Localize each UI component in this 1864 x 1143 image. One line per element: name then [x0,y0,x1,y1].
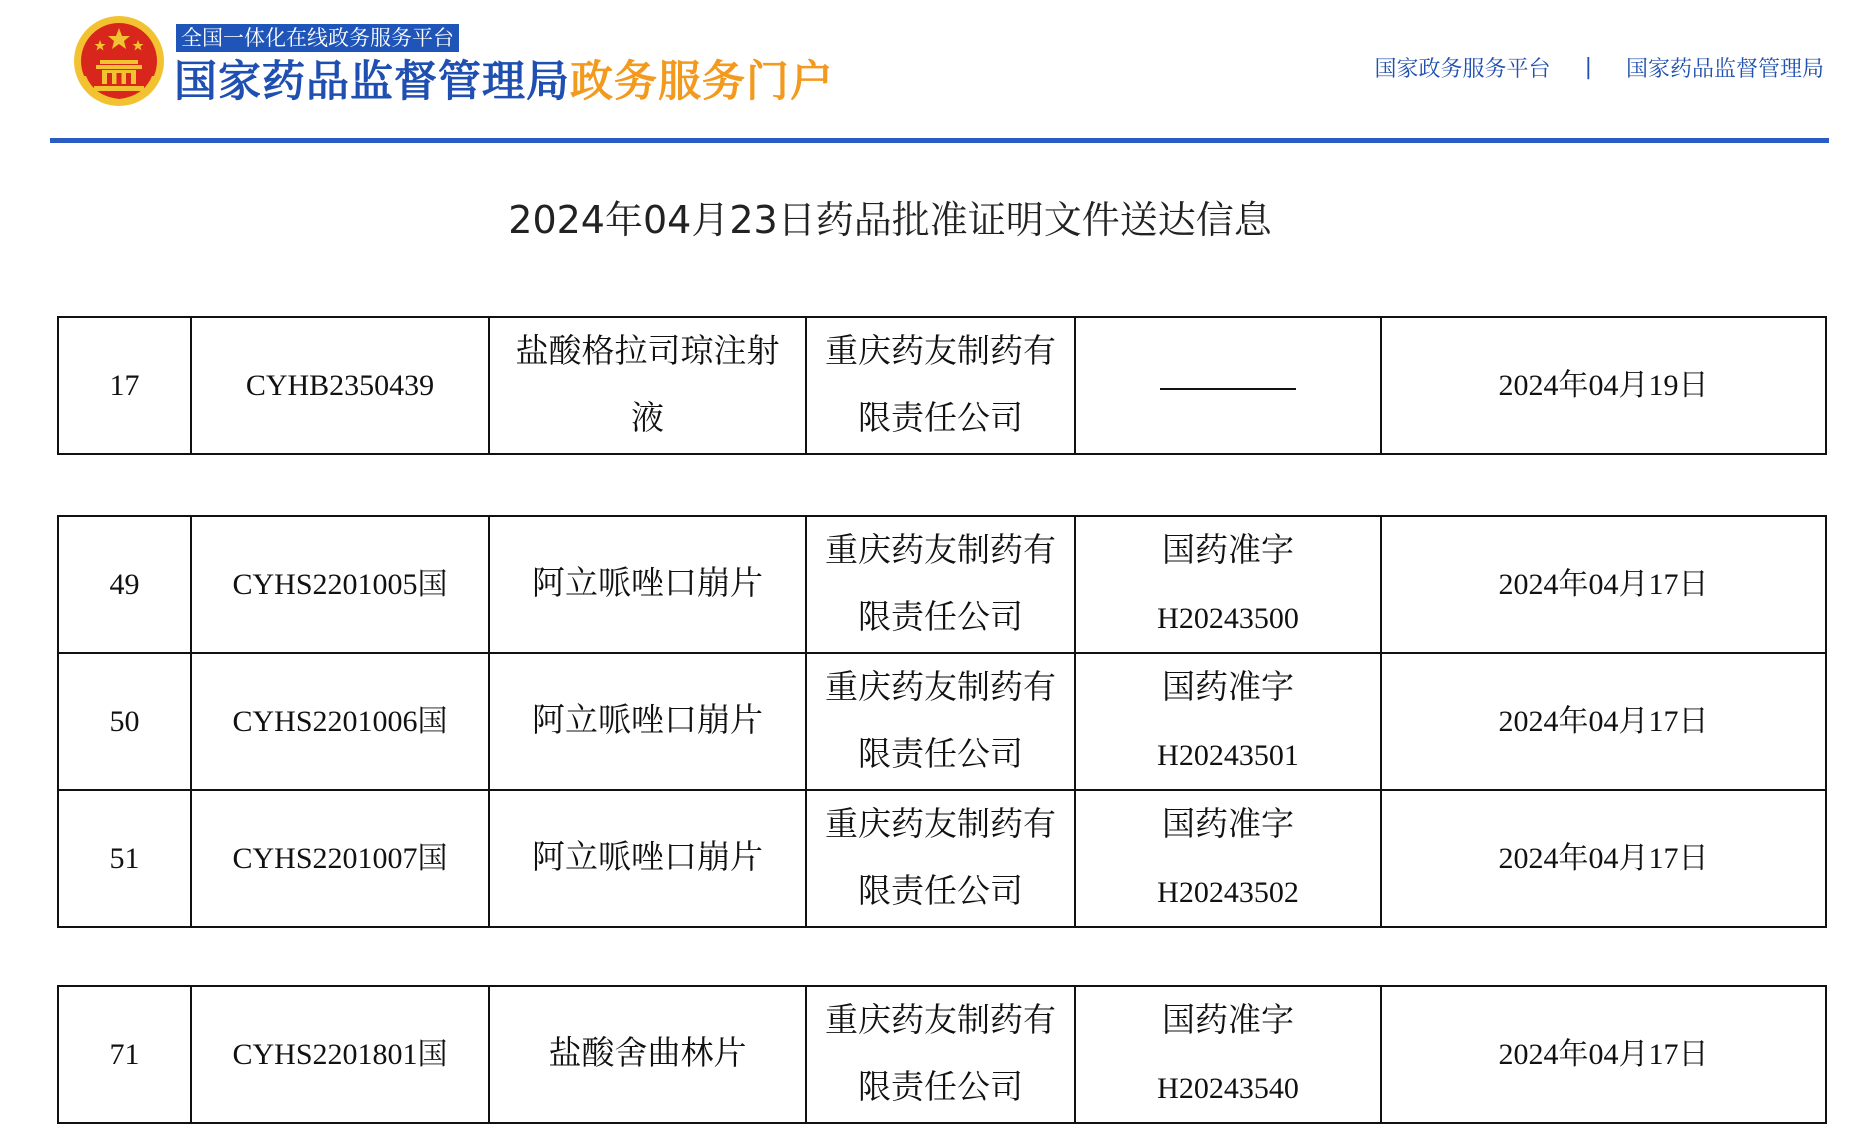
approval-prefix: 国药准字 [1162,1002,1294,1039]
company-line1: 重庆药友制药有 [825,806,1056,843]
row-index: 17 [58,317,191,454]
table-row [58,986,1826,1123]
site-title[interactable] [174,54,834,110]
approval-number [1075,986,1381,1123]
approval-prefix: 国药准字 [1162,532,1294,569]
link-national-gov-service-platform[interactable]: 国家政务服务平台 [1374,57,1551,82]
row-index: 50 [58,653,191,790]
table-row [58,516,1826,653]
row-index: 49 [58,516,191,653]
delivery-date: 2024年04月17日 [1381,516,1826,653]
acceptance-code: CYHS2201005国 [191,516,489,653]
approval-code: H20243540 [1157,1071,1299,1105]
site-title-portal: 政务服务门户 [570,57,834,107]
header-divider [50,138,1829,143]
company-line2: 限责任公司 [858,1069,1023,1106]
drug-name-line2: 液 [631,400,664,437]
page-title: 2024年04月23日药品批准证明文件送达信息 [508,198,1272,242]
company-line2: 限责任公司 [858,873,1023,910]
table-row [58,317,1826,454]
drug-name: 阿立哌唑口崩片 [489,790,806,927]
company-name [806,317,1075,454]
site-title-agency: 国家药品监督管理局 [174,57,570,107]
acceptance-code: CYHS2201801国 [191,986,489,1123]
company-line1: 重庆药友制药有 [825,669,1056,706]
company-name [806,516,1075,653]
company-line1: 重庆药友制药有 [825,1002,1056,1039]
top-links [1375,52,1824,83]
platform-badge: 全国一体化在线政务服务平台 [176,24,459,52]
approval-number-empty [1075,317,1381,454]
company-line1: 重庆药友制药有 [825,333,1056,370]
approval-prefix: 国药准字 [1162,669,1294,706]
acceptance-code: CYHS2201007国 [191,790,489,927]
approval-code: H20243500 [1157,601,1299,635]
approval-table-2 [57,515,1827,928]
approval-code: H20243502 [1157,875,1299,909]
company-name [806,653,1075,790]
drug-name: 阿立哌唑口崩片 [489,516,806,653]
acceptance-code: CYHB2350439 [191,317,489,454]
approval-table-1 [57,316,1827,455]
table-row [58,790,1826,927]
approval-code: H20243501 [1157,738,1299,772]
company-name [806,986,1075,1123]
delivery-date: 2024年04月19日 [1381,317,1826,454]
national-emblem-icon [72,14,166,108]
table-row [58,653,1826,790]
drug-name [489,317,806,454]
delivery-date: 2024年04月17日 [1381,790,1826,927]
dash-line [1160,388,1296,390]
company-line2: 限责任公司 [858,599,1023,636]
acceptance-code: CYHS2201006国 [191,653,489,790]
delivery-date: 2024年04月17日 [1381,986,1826,1123]
company-name [806,790,1075,927]
link-nmpa[interactable]: 国家药品监督管理局 [1625,57,1824,82]
delivery-date: 2024年04月17日 [1381,653,1826,790]
row-index: 71 [58,986,191,1123]
approval-number [1075,516,1381,653]
approval-prefix: 国药准字 [1162,806,1294,843]
company-line1: 重庆药友制药有 [825,532,1056,569]
drug-name-line1: 盐酸格拉司琼注射 [515,333,780,370]
approval-number [1075,653,1381,790]
company-line2: 限责任公司 [858,736,1023,773]
row-index: 51 [58,790,191,927]
approval-table-3 [57,985,1827,1124]
approval-number [1075,790,1381,927]
company-line2: 限责任公司 [858,400,1023,437]
drug-name: 盐酸舍曲林片 [489,986,806,1123]
link-separator: | [1584,55,1592,80]
site-header [0,0,1864,145]
drug-name: 阿立哌唑口崩片 [489,653,806,790]
